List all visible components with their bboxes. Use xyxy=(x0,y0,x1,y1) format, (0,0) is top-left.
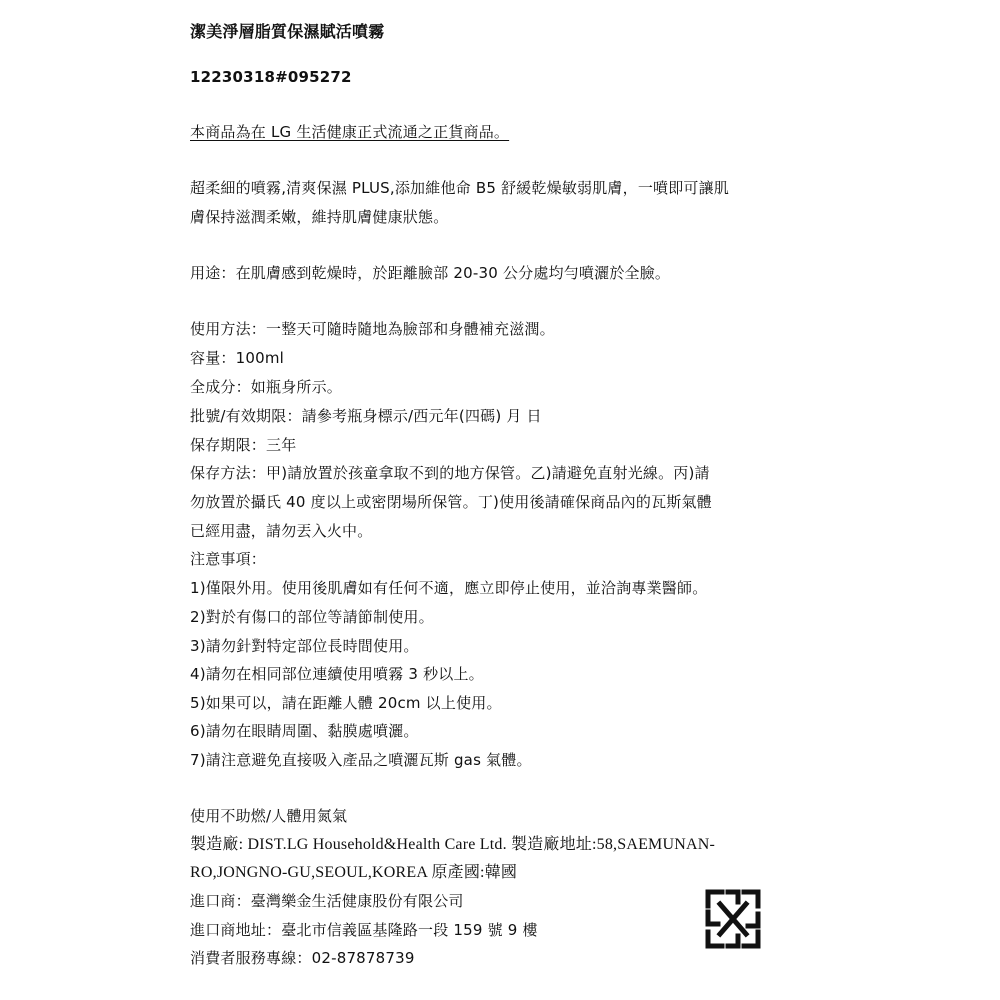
recycle-icon xyxy=(704,888,762,950)
propellant-note: 使用不助燃/人體用氮氣 xyxy=(190,807,348,825)
precaution-item: 7)請注意避免直接吸入產品之噴灑瓦斯 gas 氣體。 xyxy=(190,751,532,769)
usage-method: 使用方法：一整天可隨時隨地為臉部和身體補充滋潤。 xyxy=(190,320,555,338)
manufacturer-line-2: RO,JONGNO-GU,SEOUL,KOREA 原產國:韓國 xyxy=(190,864,518,881)
ingredients: 全成分：如瓶身所示。 xyxy=(190,378,343,396)
description-line-1: 超柔細的噴霧,清爽保濕 PLUS,添加維他命 B5 舒緩乾燥敏弱肌膚，一噴即可讓肌 xyxy=(190,179,730,197)
product-title: 潔美淨層脂質保濕賦活噴霧 xyxy=(190,22,385,41)
precaution-item: 1)僅限外用。使用後肌膚如有任何不適，應立即停止使用，並洽詢專業醫師。 xyxy=(190,579,708,597)
usage-text: 用途：在肌膚感到乾燥時，於距離臉部 20-30 公分處均勻噴灑於全臉。 xyxy=(190,264,671,282)
precaution-item: 5)如果可以，請在距離人體 20cm 以上使用。 xyxy=(190,694,502,712)
batch-expiry: 批號/有效期限：請參考瓶身標示/西元年(四碼) 月 日 xyxy=(190,407,542,425)
precautions-heading: 注意事項： xyxy=(190,550,267,568)
precaution-item: 3)請勿針對特定部位長時間使用。 xyxy=(190,637,419,655)
storage-line-2: 勿放置於攝氏 40 度以上或密閉場所保管。丁)使用後請確保商品內的瓦斯氣體 xyxy=(190,493,712,511)
authenticity-statement: 本商品為在 LG 生活健康正式流通之正貨商品。 xyxy=(190,123,510,141)
shelf-life: 保存期限：三年 xyxy=(190,436,297,454)
manufacturer-line-1: 製造廠: DIST.LG Household&Health Care Ltd. 製造廠地址:58,SAEMUNAN- xyxy=(190,836,716,853)
storage-line-1: 保存方法：甲)請放置於孩童拿取不到的地方保管。乙)請避免直射光線。丙)請 xyxy=(190,464,710,482)
capacity: 容量：100ml xyxy=(190,349,285,367)
description-line-2: 膚保持滋潤柔嫩，維持肌膚健康狀態。 xyxy=(190,208,449,226)
consumer-hotline: 消費者服務專線：02-87878739 xyxy=(190,949,415,967)
precaution-item: 4)請勿在相同部位連續使用噴霧 3 秒以上。 xyxy=(190,665,484,683)
storage-line-3: 已經用盡，請勿丟入火中。 xyxy=(190,522,373,540)
precaution-item: 6)請勿在眼睛周圍、黏膜處噴灑。 xyxy=(190,722,419,740)
importer: 進口商：臺灣樂金生活健康股份有限公司 xyxy=(190,892,464,910)
importer-address: 進口商地址：臺北市信義區基隆路一段 159 號 9 樓 xyxy=(190,921,538,939)
product-code: 12230318#095272 xyxy=(190,68,352,86)
precaution-item: 2)對於有傷口的部位等請節制使用。 xyxy=(190,608,434,626)
